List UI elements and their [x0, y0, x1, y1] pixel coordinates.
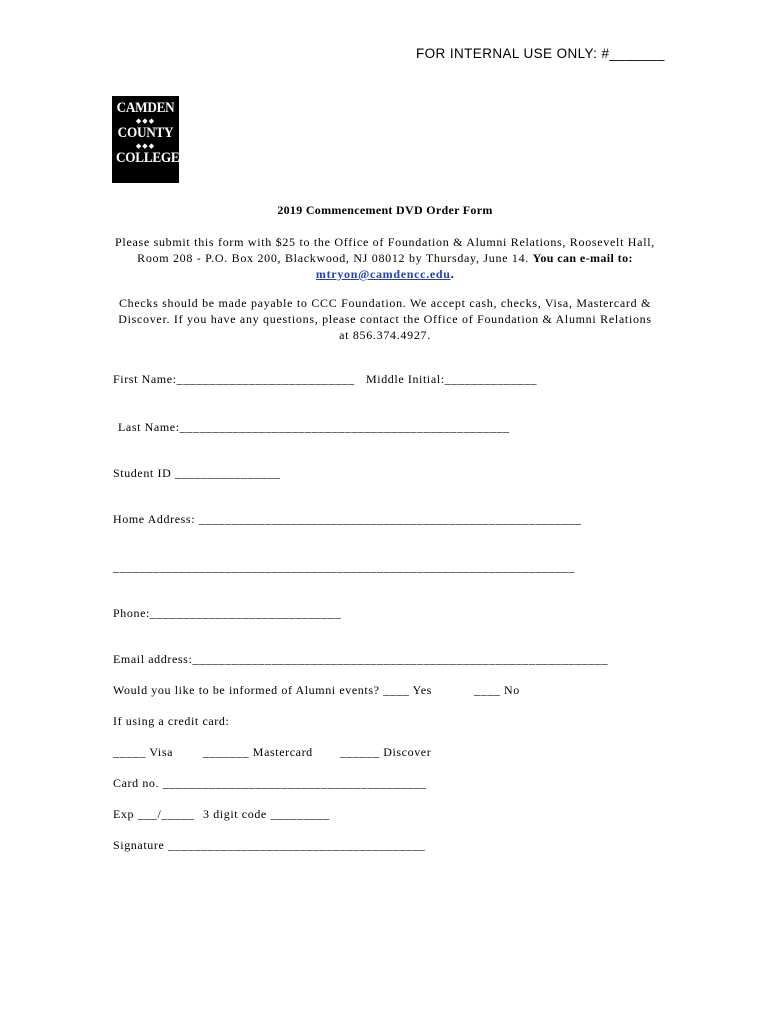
- intro-email-prefix: You can e-mail to:: [532, 251, 633, 265]
- logo-word-2: COUNTY: [117, 125, 174, 141]
- logo-ornament-2: ◆◆◆: [135, 142, 156, 150]
- alumni-no-option[interactable]: ____ No: [474, 683, 520, 697]
- logo-word-3: COLLEGE: [116, 150, 180, 166]
- intro-end: .: [450, 267, 455, 281]
- discover-option[interactable]: ______ Discover: [340, 745, 432, 759]
- logo-word-1: CAMDEN: [116, 100, 175, 116]
- email-link[interactable]: mtryon@camdencc.edu: [315, 267, 451, 281]
- payment-note: Checks should be made payable to CCC Foundation. We accept cash, checks, Visa, Mastercard & Discover. If you have any questions, please contact the Office of Foundation & Alumni Relations at 856.374.4927.: [118, 296, 652, 342]
- student-id-field[interactable]: Student ID ________________: [113, 466, 281, 480]
- middle-initial-field[interactable]: Middle Initial:______________: [366, 372, 538, 386]
- last-name-field[interactable]: Last Name:__________________________________________________: [118, 420, 510, 434]
- card-number-field[interactable]: Card no. ________________________________________: [113, 776, 427, 790]
- alumni-question[interactable]: Would you like to be informed of Alumni events? ____ Yes: [113, 683, 432, 697]
- visa-option[interactable]: _____ Visa: [113, 745, 174, 759]
- phone-field[interactable]: Phone:_____________________________: [113, 606, 342, 620]
- intro-paragraph: [112, 234, 658, 282]
- address-line2-field[interactable]: ______________________________________________________________________: [113, 560, 575, 574]
- digit-code-field[interactable]: 3 digit code _________: [203, 807, 330, 821]
- internal-use-label: FOR INTERNAL USE ONLY: #_______: [416, 46, 665, 61]
- mastercard-option[interactable]: _______ Mastercard: [203, 745, 313, 759]
- email-field[interactable]: Email address:_______________________________________________________________: [113, 652, 609, 666]
- form-title: 2019 Commencement DVD Order Form: [277, 203, 493, 217]
- intro-text: Please submit this form with $25 to the Office of Foundation & Alumni Relations, Roosevelt Hall, Room 208 - P.O. Box 200, Blackwood, NJ 08012 by Thursday, June 14.: [115, 235, 655, 265]
- logo-ornament-1: ◆◆◆: [135, 117, 156, 125]
- first-name-field[interactable]: First Name:___________________________: [113, 372, 355, 386]
- credit-card-heading: If using a credit card:: [113, 714, 230, 728]
- signature-field[interactable]: Signature _______________________________________: [113, 838, 426, 852]
- expiration-field[interactable]: Exp ___/_____: [113, 807, 195, 821]
- college-logo: [112, 96, 179, 183]
- home-address-field[interactable]: Home Address: __________________________________________________________: [113, 512, 582, 526]
